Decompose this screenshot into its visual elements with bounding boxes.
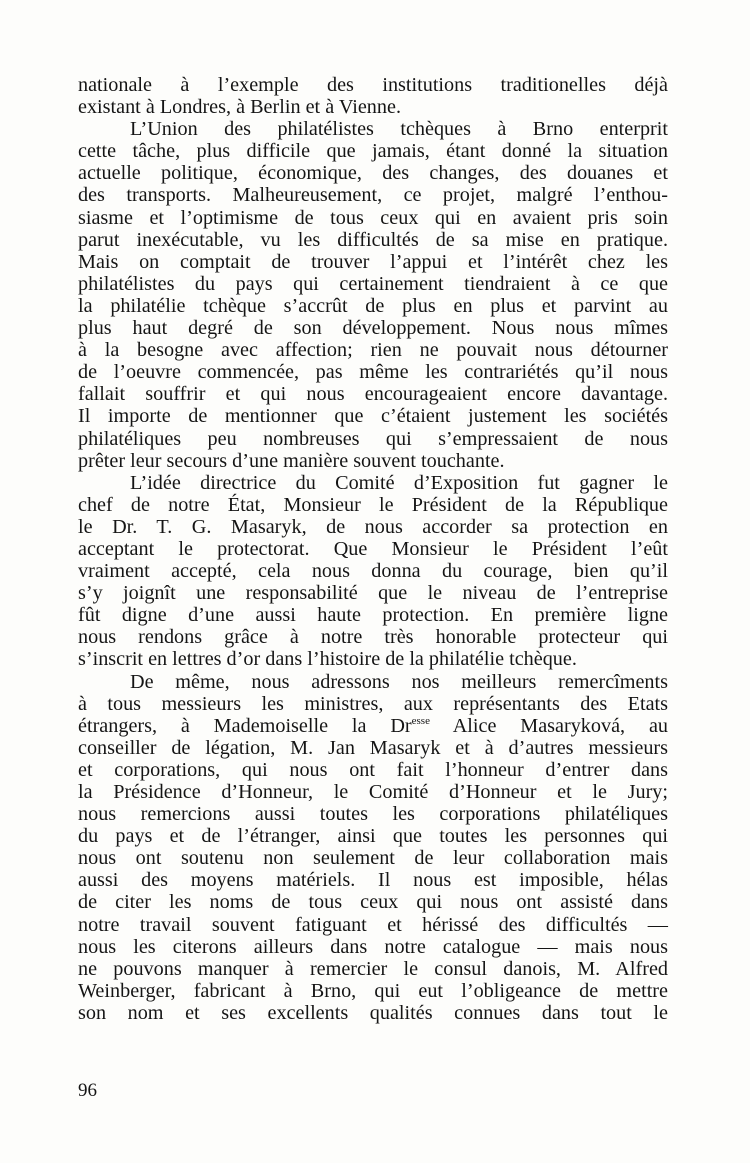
text-line: vraiment accepté, cela nous donna du courage, bien qu’il [78,560,668,583]
text-line: des transports. Malheureusement, ce projet, malgré l’enthou- [78,184,668,207]
text-line: nous les citerons ailleurs dans notre catalogue — mais nous [78,935,668,958]
text-line: chef de notre État, Monsieur le Président de la République [78,493,668,516]
text-line: Mais on comptait de trouver l’appui et l’intérêt chez les [78,250,668,273]
text-line: nous ont soutenu non seulement de leur collaboration mais [78,847,668,870]
text-line: la Présidence d’Honneur, le Comité d’Honneur et le Jury; [78,781,668,803]
text-line: De même, nous adressons nos meilleurs remercîments [130,670,668,693]
page-number: 96 [78,1080,97,1101]
text-line: aussi des moyens matériels. Il nous est imposible, hélas [78,869,668,892]
text-line: son nom et ses excellents qualités connues dans tout le [78,1001,668,1024]
text-line: le Dr. T. G. Masaryk, de nous accorder sa protection en [78,515,668,538]
text-line: parut inexécutable, vu les difficultés de sa mise en pratique. [78,228,668,251]
text-line: à tous messieurs les ministres, aux représentants des Etats [78,692,668,715]
text-line: existant à Londres, à Berlin et à Vienne. [78,96,401,119]
text-line: nous remercions aussi toutes les corporations philatéliques [78,803,668,826]
text-fragment: étrangers, à Mademoiselle la Dr [78,714,412,737]
body-text [78,74,668,1024]
text-line: siasme et l’optimisme de tous ceux qui en avaient pris soin [78,206,668,229]
text-line [78,715,668,737]
text-line: Il importe de mentionner que c’étaient justement les sociétés [78,405,668,428]
text-line: s’y joignît une responsabilité que le niveau de l’entreprise [78,582,668,605]
text-line: prêter leur secours d’une manière souvent touchante. [78,449,505,472]
text-line: plus haut degré de son développement. Nous nous mîmes [78,317,668,340]
text-line: s’inscrit en lettres d’or dans l’histoire de la philatélie tchèque. [78,648,577,671]
text-line: acceptant le protectorat. Que Monsieur le Président l’eût [78,537,668,560]
text-line: philatélistes du pays qui certainement tiendraient à ce que [78,272,668,295]
text-line: notre travail souvent fatiguant et hérissé des difficultés — [78,913,668,936]
text-line: et corporations, qui nous ont fait l’honneur d’entrer dans [78,758,668,781]
text-line: fût digne d’une aussi haute protection. En première ligne [78,604,668,627]
text-line: L’idée directrice du Comité d’Exposition fut gagner le [130,471,668,494]
text-line: philatéliques peu nombreuses qui s’empressaient de nous [78,427,668,450]
text-line: de citer les noms de tous ceux qui nous ont assisté dans [78,891,668,914]
text-line: à la besogne avec affection; rien ne pouvait nous détourner [78,339,668,362]
text-line: ne pouvons manquer à remercier le consul danois, M. Alfred [78,957,668,980]
text-line: L’Union des philatélistes tchèques à Brno enterprit [130,118,668,141]
text-line: cette tâche, plus difficile que jamais, étant donné la situation [78,140,668,163]
text-line: nous rendons grâce à notre très honorable protecteur qui [78,626,668,649]
text-line: la philatélie tchèque s’accrût de plus en plus et parvint au [78,294,668,317]
text-fragment: Alice Masaryková, au [429,714,668,737]
text-line: fallait souffrir et qui nous encourageaient encore davantage. [78,383,668,406]
text-line: nationale à l’exemple des institutions traditionelles déjà [78,74,668,96]
text-line: actuelle politique, économique, des changes, des douanes et [78,162,668,185]
text-line: de l’oeuvre commencée, pas même les contrariétés qu’il nous [78,361,668,384]
text-line: Weinberger, fabricant à Brno, qui eut l’obligeance de mettre [78,979,668,1002]
text-line: conseiller de légation, M. Jan Masaryk et à d’autres messieurs [78,736,668,759]
superscript: esse [411,714,430,727]
text-line: du pays et de l’étranger, ainsi que toutes les personnes qui [78,825,668,848]
